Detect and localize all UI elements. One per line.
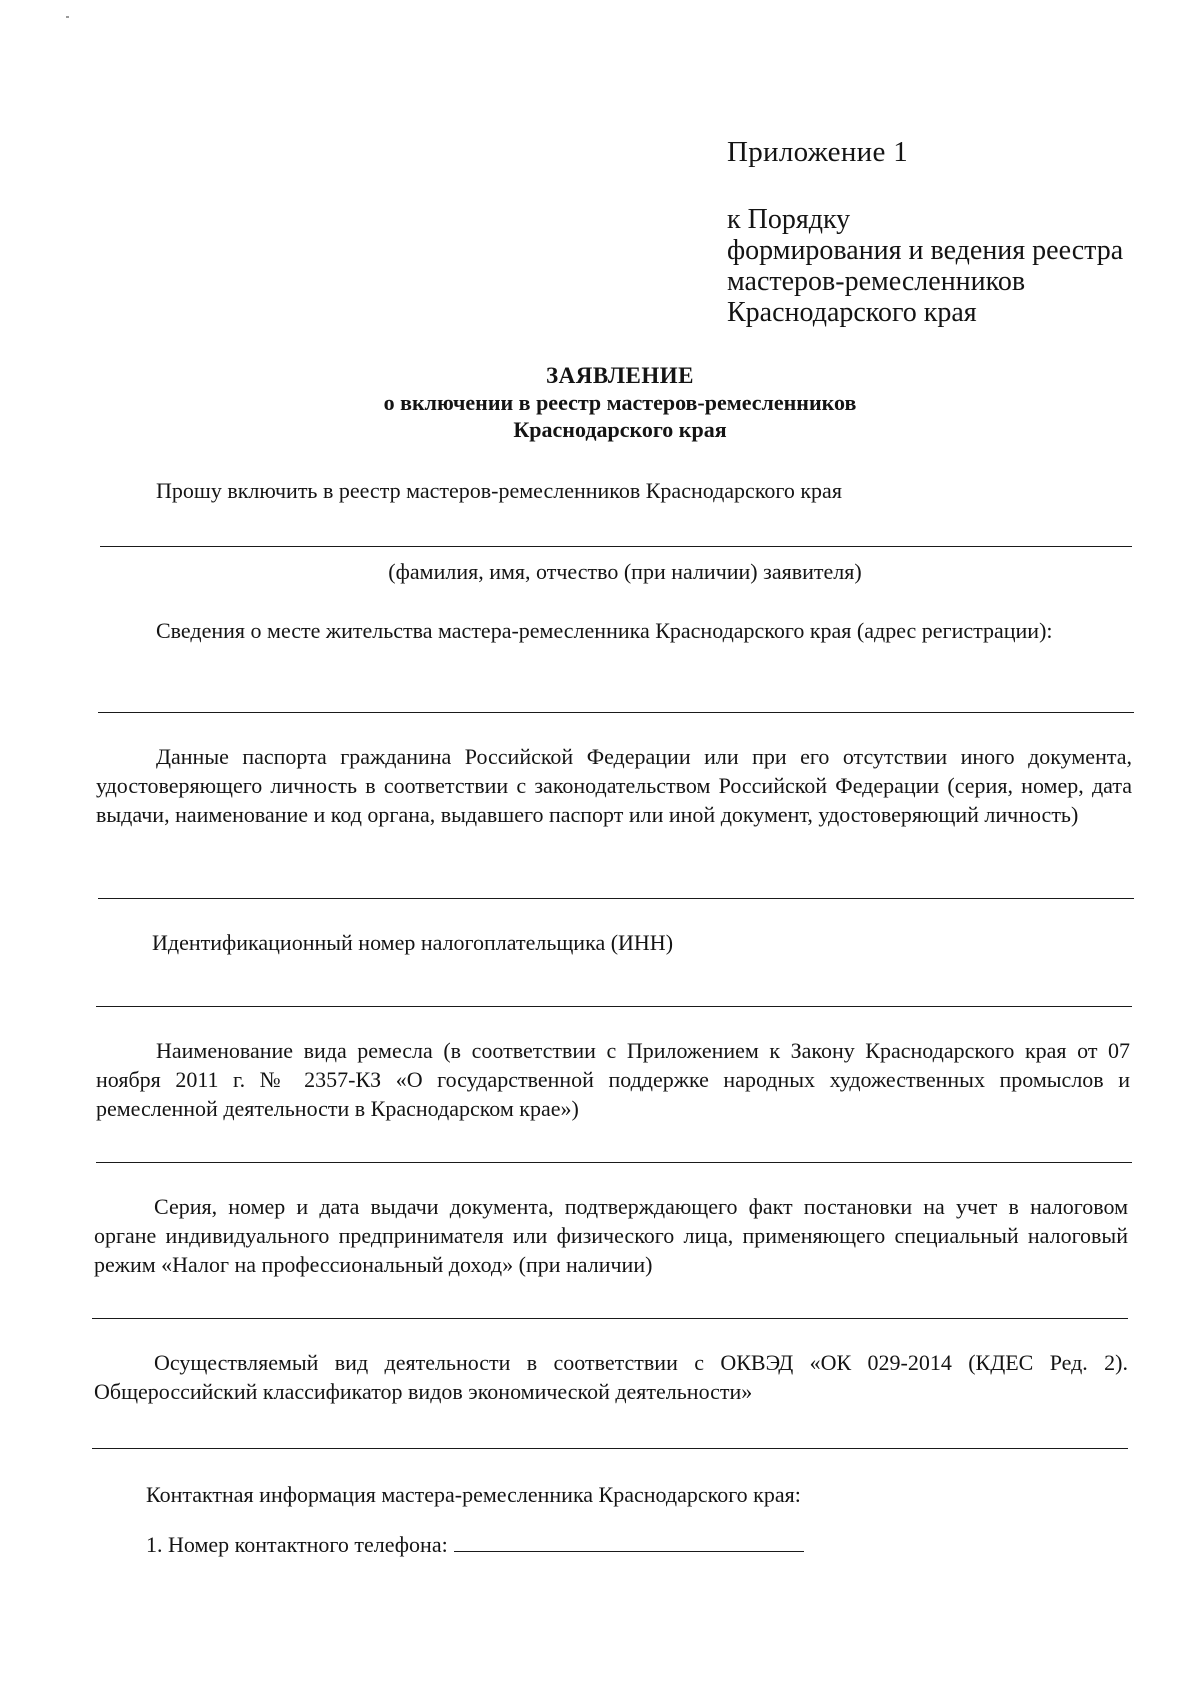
okved-field[interactable]	[92, 1448, 1128, 1449]
applicant-name-field[interactable]	[100, 546, 1132, 547]
tax-doc-field[interactable]	[92, 1318, 1128, 1319]
appendix-line-2: формирования и ведения реестра	[727, 235, 1124, 266]
residence-address-field[interactable]	[98, 712, 1134, 713]
tax-doc-label: Серия, номер и дата выдачи документа, подтверждающего факт постановки на учет в налоговом органе индивидуального предпринимателя или физического лица, применяющего специальный налоговый режим «Налог на профессиональный доход» (при наличии)	[94, 1194, 1128, 1277]
craft-label: Наименование вида ремесла (в соответствии с Приложением к Закону Краснодарского края от 07 ноября 2011 г. № 2357-КЗ «О государственной поддержке народных художественных промыслов и ремесленной деятельности в Краснодарском крае»)	[96, 1038, 1130, 1121]
appendix-line-1: к Порядку	[727, 204, 851, 235]
appendix-line-4: Краснодарского края	[727, 297, 977, 328]
contact-heading: Контактная информация мастера-ремесленника Краснодарского края:	[146, 1482, 801, 1507]
passport-label: Данные паспорта гражданина Российской Федерации или при его отсутствии иного документа, удостоверяющего личность в соответствии с законодательством Российской Федерации (серия, номер, дата выдачи, наименование и код органа, выдавшего паспорт или иной документ, удостоверяющий личность)	[96, 744, 1132, 827]
craft-type-field[interactable]	[96, 1162, 1132, 1163]
document-title: ЗАЯВЛЕНИЕ	[546, 363, 694, 388]
phone-label: 1. Номер контактного телефона:	[146, 1532, 448, 1557]
applicant-name-caption: (фамилия, имя, отчество (при наличии) заявителя)	[388, 559, 862, 584]
inn-label: Идентификационный номер налогоплательщика (ИНН)	[152, 930, 674, 955]
inn-field[interactable]	[96, 1006, 1132, 1007]
phone-row	[146, 1530, 804, 1559]
passport-data-field[interactable]	[98, 898, 1134, 899]
appendix-reference	[727, 204, 1123, 328]
appendix-title: Приложение 1	[727, 136, 908, 168]
appendix-line-3: мастеров-ремесленников	[727, 266, 1026, 297]
okved-label: Осуществляемый вид деятельности в соответствии с ОКВЭД «ОК 029-2014 (КДЕС Ред. 2). Общероссийский классификатор видов экономической деятельности»	[94, 1350, 1128, 1404]
residence-label: Сведения о месте жительства мастера-ремесленника Краснодарского края (адрес регистрации):	[156, 618, 1053, 643]
document-heading	[0, 362, 1200, 443]
request-text: Прошу включить в реестр мастеров-ремесленников Краснодарского края	[156, 478, 842, 503]
scan-speck	[66, 16, 69, 18]
document-subtitle-1: о включении в реестр мастеров-ремесленников	[383, 390, 857, 415]
document-subtitle-2: Краснодарского края	[513, 417, 727, 442]
phone-field[interactable]	[454, 1531, 804, 1552]
